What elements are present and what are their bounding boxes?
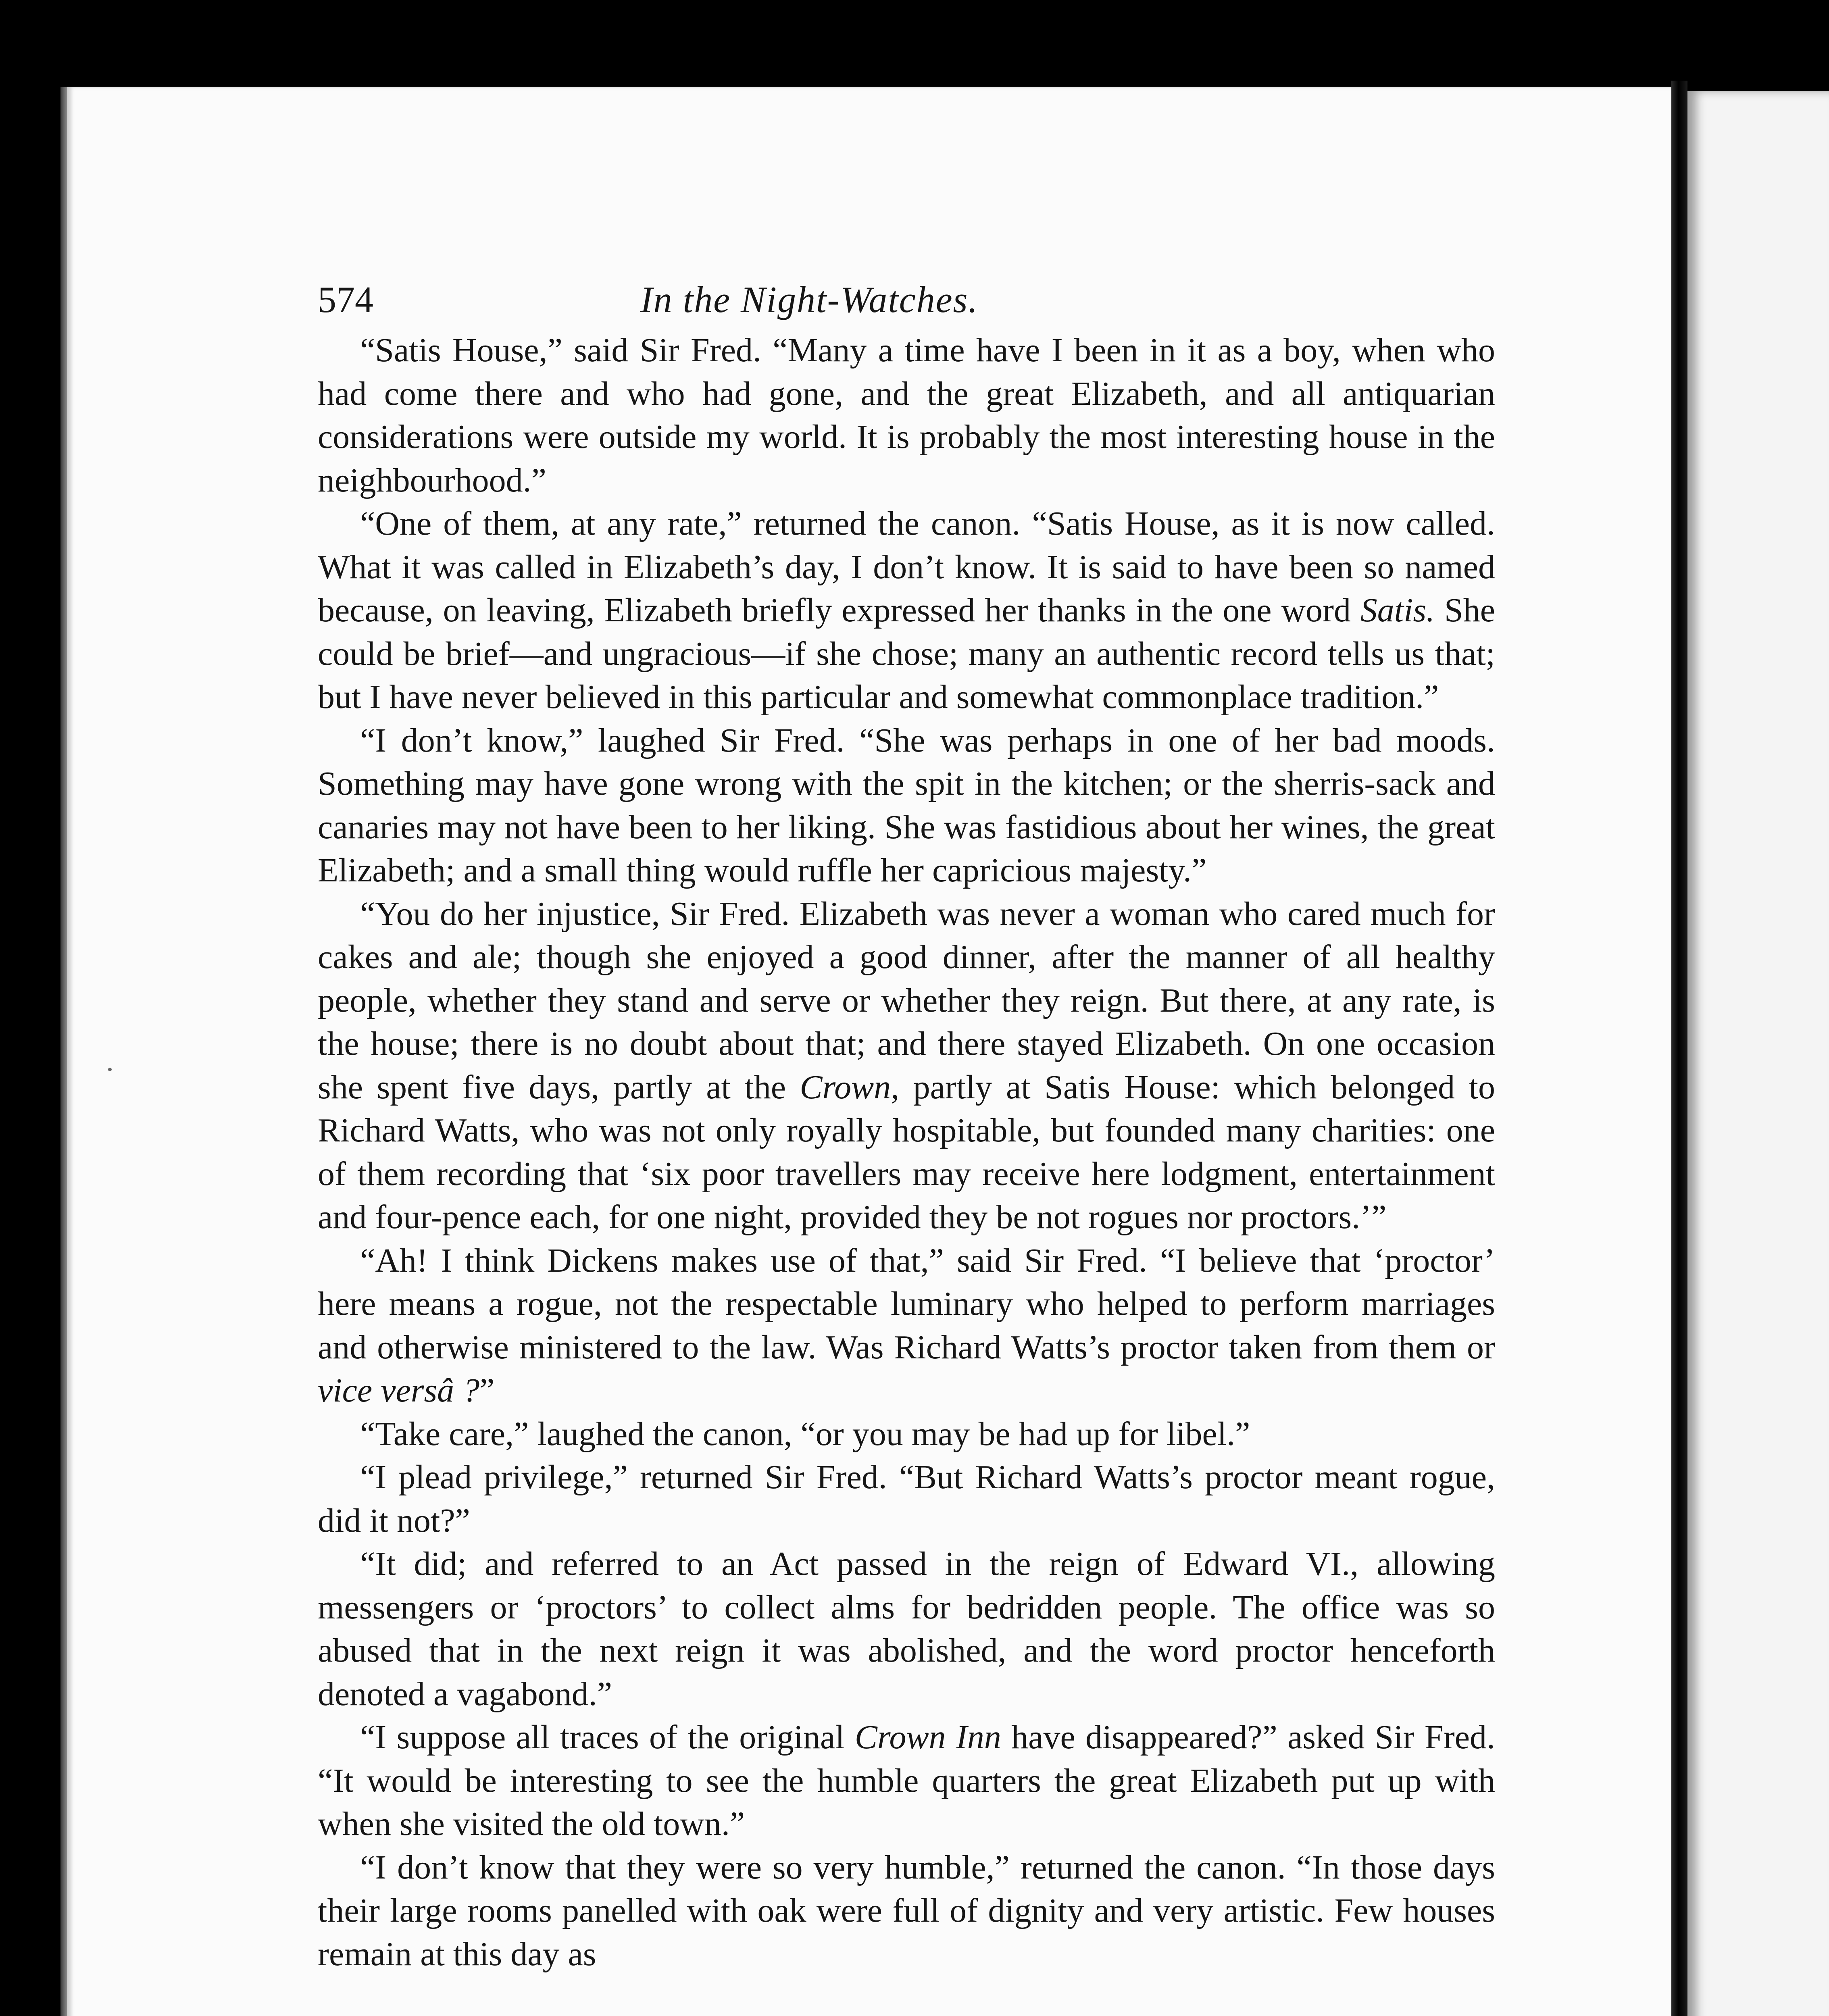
paragraph-text: “It did; and referred to an Act passed in the reign of Edward VI., allowing messengers or ‘proctors’ to collect alms for bedridden people. The office was so abused that in the next reign it was abolished, and the word proctor henceforth denoted a vagabond.” (318, 1545, 1495, 1713)
italic-text: Crown, (800, 1068, 900, 1106)
page-header (318, 278, 1495, 325)
paragraph-9 (318, 1716, 1495, 1846)
paragraph-3 (318, 719, 1495, 892)
running-head: In the Night-Watches. (640, 279, 979, 320)
paragraph-4 (318, 892, 1495, 1239)
paragraph-text: “I don’t know,” laughed Sir Fred. “She was perhaps in one of her bad moods. Something may have gone wrong with the spit in the kitchen; or the sherris-sack and canaries may not have been to her liking. She was fastidious about her wines, the great Elizabeth; and a small thing would ruffle her capricious majesty.” (318, 721, 1495, 889)
paragraph-10 (318, 1846, 1495, 1976)
paragraph-text: “I suppose all traces of the original (360, 1718, 855, 1756)
italic-text: Satis. (1360, 591, 1435, 629)
italic-text: Crown Inn (854, 1718, 1001, 1756)
paragraph-text: “Take care,” laughed the canon, “or you may be had up for libel.” (360, 1415, 1250, 1453)
book-gutter (1671, 81, 1687, 2016)
paragraph-text: “One of them, at any rate,” returned the canon. “Satis House, as it is now called. What it was called in Elizabeth’s day, I don’t know. It is said to have been so named because, on leaving, Elizabeth briefly expressed her thanks in the one word (318, 505, 1495, 629)
paragraph-1 (318, 329, 1495, 502)
paragraph-text: have disappeared?” asked Sir Fred. “It would be interesting to see the humble quarters the great Elizabeth put up with when she visited the old town.” (318, 1718, 1495, 1843)
facing-page (1687, 91, 1829, 2016)
page-number: 574 (318, 279, 373, 320)
paragraph-text: “I plead privilege,” returned Sir Fred. “But Richard Watts’s proctor meant rogue, did it not?” (318, 1458, 1495, 1539)
page-speck (108, 1068, 112, 1071)
paragraph-text: “Satis House,” said Sir Fred. “Many a time have I been in it as a boy, when who had come there and who had gone, and the great Elizabeth, and all antiquarian considerations were outside my world. It is probably the most interesting house in the neighbourhood.” (318, 331, 1495, 499)
italic-text: vice versâ ? (318, 1372, 480, 1409)
paragraph-7 (318, 1456, 1495, 1542)
paragraph-6 (318, 1412, 1495, 1456)
paragraph-text: “You do her injustice, Sir Fred. Elizabeth was never a woman who cared much for cakes and ale; though she enjoyed a good dinner, after the manner of all healthy people, whether they stand and serve or whether they reign. But there, at any rate, is the house; there is no doubt about that; and there stayed Elizabeth. On one occasion she spent five days, partly at the (318, 895, 1495, 1106)
paragraph-8 (318, 1542, 1495, 1716)
paragraph-text: “Ah! I think Dickens makes use of that,” said Sir Fred. “I believe that ‘proctor’ here means a rogue, not the respectable luminary who helped to perform marriages and otherwise ministered to the law. Was Richard Watts’s proctor taken from them or (318, 1241, 1495, 1366)
page-left-edge (60, 87, 67, 2016)
paragraph-2 (318, 502, 1495, 719)
paragraph-5 (318, 1239, 1495, 1412)
page-text-block (318, 278, 1495, 1976)
paragraph-text: ” (479, 1372, 495, 1409)
paragraph-text: “I don’t know that they were so very humble,” returned the canon. “In those days their large rooms panelled with oak were full of dignity and very artistic. Few houses remain at this day as (318, 1848, 1495, 1973)
paragraph-text: partly at Satis House: which belonged to Richard Watts, who was not only royally hospitable, but founded many charities: one of them recording that ‘six poor travellers may receive here lodgment, entertainment and four-pence each, for one night, provided they be not rogues nor proctors.’” (318, 1068, 1495, 1236)
paragraph-text: She could be brief—and ungracious—if she chose; many an authentic record tells us that; but I have never believed in this particular and somewhat commonplace tradition.” (318, 591, 1496, 716)
